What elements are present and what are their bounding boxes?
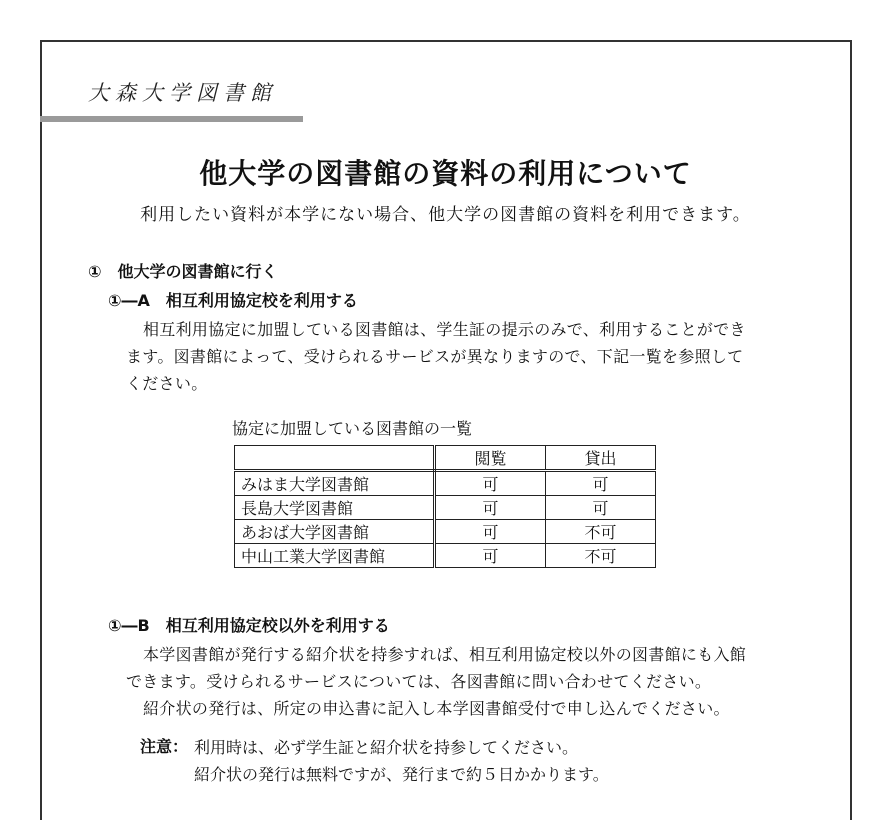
table-header-name <box>235 446 435 471</box>
table-row <box>235 544 656 568</box>
lend-cell: 可 <box>546 471 656 496</box>
header-rule <box>40 116 303 122</box>
library-table <box>234 445 656 568</box>
section-heading-1b: ①―B 相互利用協定校以外を利用する <box>108 616 390 635</box>
paragraph-line: 相互利用協定に加盟している図書館は、学生証の提示のみで、利用することができ <box>143 320 746 339</box>
library-name-cell: あおば大学図書館 <box>235 520 435 544</box>
note-line: 利用時は、必ず学生証と紹介状を持参してください。 <box>194 738 579 757</box>
paragraph-line: できます。受けられるサービスについては、各図書館に問い合わせてください。 <box>126 672 712 691</box>
table-row <box>235 496 656 520</box>
paragraph-line: 本学図書館が発行する紹介状を持参すれば、相互利用協定校以外の図書館にも入館 <box>143 645 747 664</box>
paragraph-line: ます。図書館によって、受けられるサービスが異なりますので、下記一覧を参照して <box>126 347 744 366</box>
table-row <box>235 471 656 496</box>
library-name-cell: 中山工業大学図書館 <box>235 544 435 568</box>
browse-cell: 可 <box>435 544 546 568</box>
note-label: 注意： <box>140 737 189 756</box>
note-line: 紹介状の発行は無料ですが、発行まで約５日かかります。 <box>194 765 609 784</box>
lend-cell: 不可 <box>546 520 656 544</box>
page-subtitle: 利用したい資料が本学にない場合、他大学の図書館の資料を利用できます。 <box>140 205 751 225</box>
page-title: 他大学の図書館の資料の利用について <box>199 157 692 190</box>
section-1b-paragraph <box>126 641 806 722</box>
section-1a-paragraph <box>126 316 806 397</box>
lend-cell: 可 <box>546 496 656 520</box>
table-header-row <box>235 446 656 471</box>
browse-cell: 可 <box>435 496 546 520</box>
library-name-cell: 長島大学図書館 <box>235 496 435 520</box>
section-heading-1: ① 他大学の図書館に行く <box>88 262 278 281</box>
section-heading-1a: ①―A 相互利用協定校を利用する <box>108 291 358 310</box>
browse-cell: 可 <box>435 471 546 496</box>
lend-cell: 不可 <box>546 544 656 568</box>
table-row <box>235 520 656 544</box>
browse-cell: 可 <box>435 520 546 544</box>
paragraph-line: ください。 <box>126 374 208 393</box>
table-header-lend: 貸出 <box>546 446 656 471</box>
table-caption: 協定に加盟している図書館の一覧 <box>232 419 473 438</box>
library-name: 大森大学図書館 <box>88 81 277 105</box>
table-header-browse: 閲覧 <box>435 446 546 471</box>
library-name-cell: みはま大学図書館 <box>235 471 435 496</box>
paragraph-line: 紹介状の発行は、所定の申込書に記入し本学図書館受付で申し込んでください。 <box>143 699 730 718</box>
